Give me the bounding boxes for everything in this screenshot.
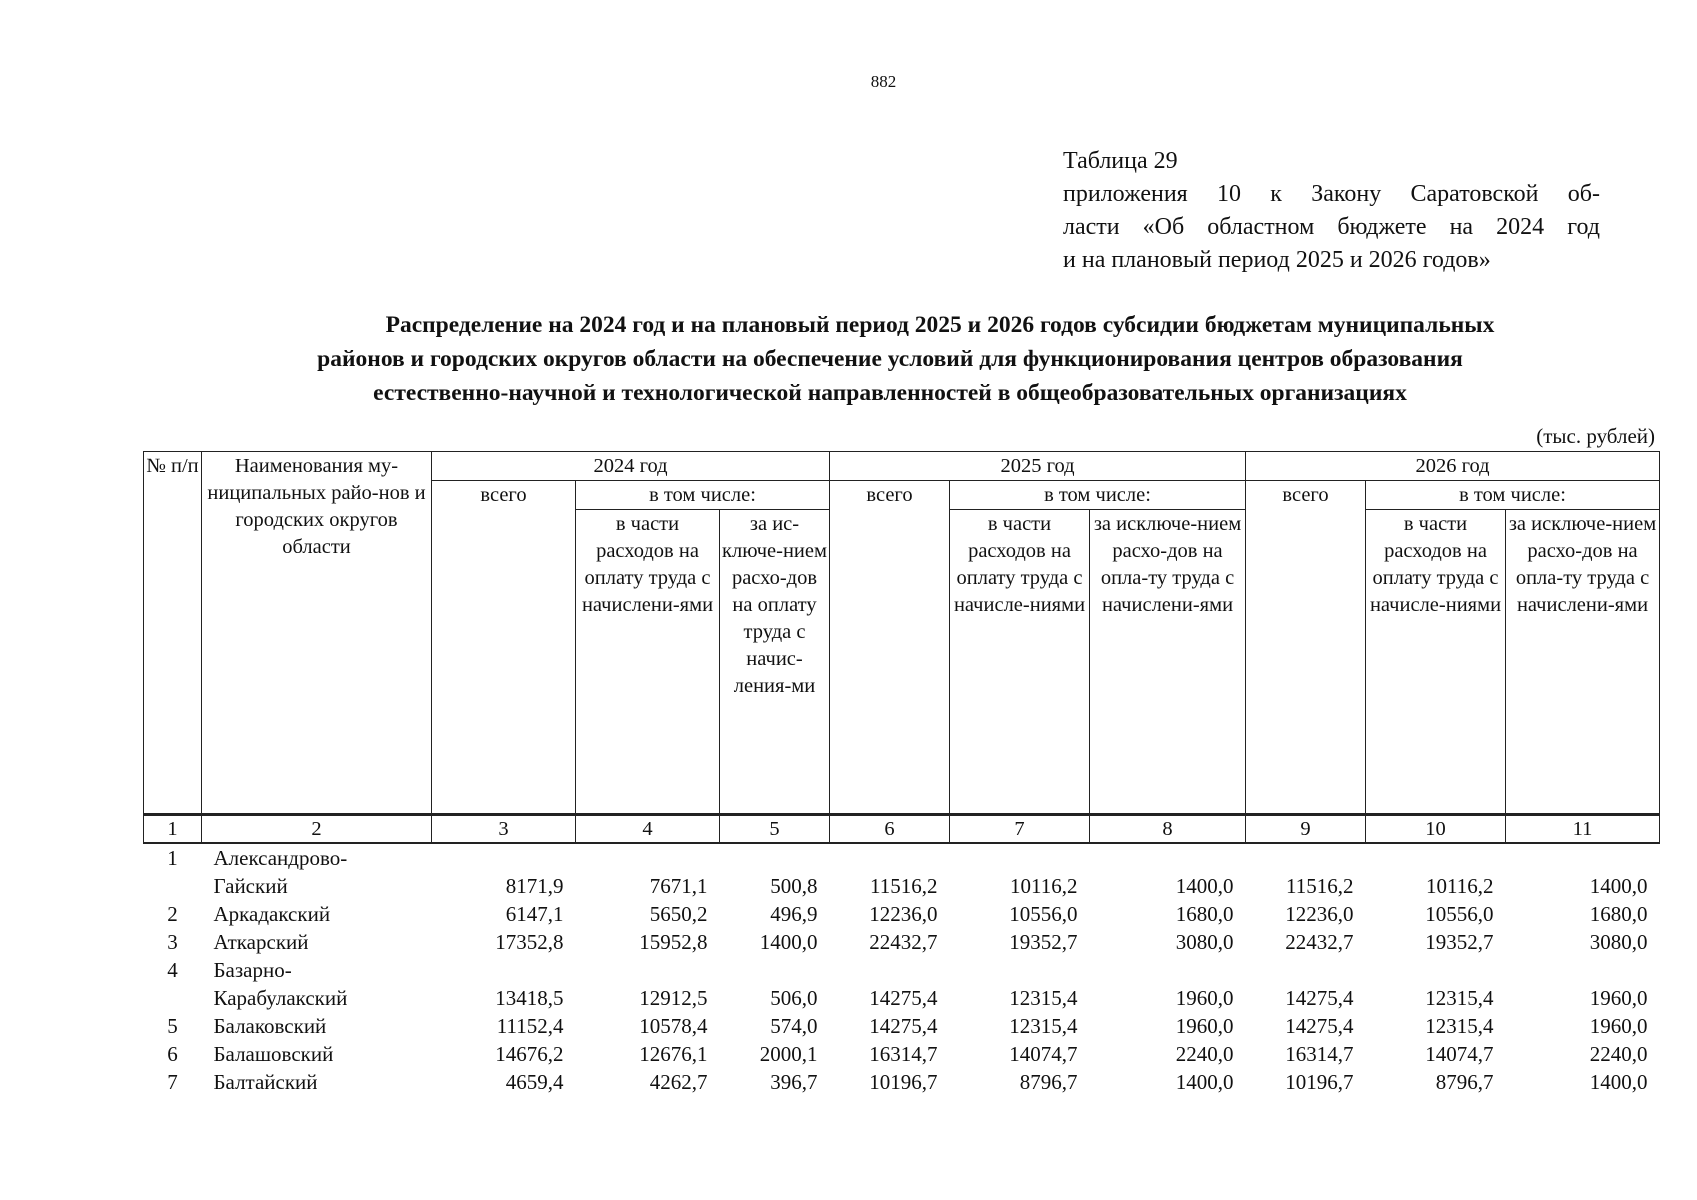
- value-cell: 1400,0: [1589, 1070, 1648, 1094]
- table-row: [144, 1040, 1660, 1068]
- value-cell: 14275,4: [869, 1014, 938, 1038]
- row-number: 7: [167, 1070, 178, 1094]
- row-number: 5: [167, 1014, 178, 1038]
- value-cell: 1400,0: [1589, 874, 1648, 898]
- value-cell: 2240,0: [1175, 1042, 1234, 1066]
- value-cell: 10116,2: [1426, 874, 1494, 898]
- value-cell: 11152,4: [496, 1014, 564, 1038]
- column-number: 11: [1506, 815, 1660, 844]
- header-excl-2024: за ис-ключе-нием расхо-дов на оплату труда с начис-ления-ми: [720, 510, 830, 815]
- value-cell: 10556,0: [1009, 902, 1078, 926]
- value-cell: 19352,7: [1425, 930, 1494, 954]
- row-number: 4: [167, 958, 178, 982]
- value-cell: 22432,7: [1285, 930, 1354, 954]
- table-ref-line: Таблица 29: [1063, 148, 1178, 174]
- value-cell: 496,9: [770, 902, 818, 926]
- header-including-2026: в том числе:: [1366, 481, 1660, 510]
- municipality-name: Балашовский: [213, 1042, 334, 1066]
- value-cell: 3080,0: [1175, 930, 1234, 954]
- header-total-2025: всего: [830, 481, 950, 815]
- table-ref-line: ласти «Об областном бюджете на 2024 год: [1063, 214, 1600, 240]
- value-cell: 10196,7: [1285, 1070, 1354, 1094]
- column-number: 2: [202, 815, 432, 844]
- table-row: [144, 843, 1660, 900]
- value-cell: 19352,7: [1009, 930, 1078, 954]
- value-cell: 17352,8: [495, 930, 564, 954]
- value-cell: 506,0: [770, 986, 818, 1010]
- value-cell: 2000,1: [759, 1042, 818, 1066]
- row-number: 3: [167, 930, 178, 954]
- value-cell: 4262,7: [649, 1070, 708, 1094]
- title-line: Распределение на 2024 год и на плановый период 2025 и 2026 годов субсидии бюджетам муниципальных: [385, 312, 1495, 338]
- header-labor-2024: в части расходов на оплату труда с начислени-ями: [576, 510, 720, 815]
- header-year-2026: 2026 год: [1246, 452, 1660, 481]
- table-body: [144, 843, 1660, 1096]
- value-cell: 1960,0: [1589, 986, 1648, 1010]
- header-including-2025: в том числе:: [950, 481, 1246, 510]
- row-number: 2: [167, 902, 178, 926]
- title-line: естественно-научной и технологической направленностей в общеобразовательных организациях: [373, 380, 1407, 406]
- municipality-name: Аркадакский: [213, 902, 331, 926]
- value-cell: 3080,0: [1589, 930, 1648, 954]
- value-cell: 10116,2: [1010, 874, 1078, 898]
- row-number: 6: [167, 1042, 178, 1066]
- value-cell: 1960,0: [1175, 1014, 1234, 1038]
- column-number: 4: [576, 815, 720, 844]
- value-cell: 12315,4: [1009, 1014, 1078, 1038]
- table-reference: [1063, 145, 1600, 277]
- value-cell: 500,8: [770, 874, 818, 898]
- value-cell: 22432,7: [869, 930, 938, 954]
- header-excl-2025: за исключе-нием расхо-дов на опла-ту труда с начислени-ями: [1090, 510, 1246, 815]
- table-row: [144, 956, 1660, 1012]
- header-total-2024: всего: [432, 481, 576, 815]
- subsidy-table: [143, 451, 1660, 1096]
- value-cell: 14275,4: [1285, 986, 1354, 1010]
- value-cell: 11516,2: [1286, 874, 1354, 898]
- column-number-row: [144, 815, 1660, 844]
- value-cell: 5650,2: [649, 902, 708, 926]
- value-cell: 12315,4: [1425, 1014, 1494, 1038]
- header-year-2025: 2025 год: [830, 452, 1246, 481]
- column-number: 8: [1090, 815, 1246, 844]
- value-cell: 574,0: [770, 1014, 818, 1038]
- column-number: 1: [144, 815, 202, 844]
- value-cell: 8796,7: [1435, 1070, 1494, 1094]
- header-name: Наименования му-ниципальных райо-нов и городских округов области: [202, 452, 432, 815]
- header-including-2024: в том числе:: [576, 481, 830, 510]
- value-cell: 14074,7: [1425, 1042, 1494, 1066]
- value-cell: 13418,5: [495, 986, 564, 1010]
- value-cell: 6147,1: [505, 902, 564, 926]
- municipality-name: Балаковский: [213, 1014, 327, 1038]
- value-cell: 1960,0: [1589, 1014, 1648, 1038]
- table-row: [144, 1068, 1660, 1096]
- page-number: 882: [870, 72, 897, 91]
- value-cell: 396,7: [770, 1070, 818, 1094]
- column-number: 10: [1366, 815, 1506, 844]
- value-cell: 16314,7: [869, 1042, 938, 1066]
- row-number: 1: [167, 846, 178, 870]
- value-cell: 12315,4: [1425, 986, 1494, 1010]
- municipality-name: Балтайский: [213, 1070, 318, 1094]
- value-cell: 10556,0: [1425, 902, 1494, 926]
- value-cell: 1680,0: [1175, 902, 1234, 926]
- title-line: районов и городских округов области на обеспечение условий для функционирования центров образования: [317, 346, 1463, 372]
- value-cell: 15952,8: [639, 930, 708, 954]
- table-row: [144, 1012, 1660, 1040]
- value-cell: 1400,0: [1175, 874, 1234, 898]
- header-total-2026: всего: [1246, 481, 1366, 815]
- value-cell: 12912,5: [639, 986, 708, 1010]
- column-number: 3: [432, 815, 576, 844]
- value-cell: 10578,4: [639, 1014, 708, 1038]
- units-label: (тыс. рублей): [1536, 424, 1655, 448]
- table-ref-line: и на плановый период 2025 и 2026 годов»: [1063, 247, 1491, 273]
- value-cell: 2240,0: [1589, 1042, 1648, 1066]
- header-year-2024: 2024 год: [432, 452, 830, 481]
- municipality-name: Александрово-Гайский: [213, 846, 348, 898]
- value-cell: 12676,1: [639, 1042, 708, 1066]
- table-row: [144, 900, 1660, 928]
- table-ref-line: приложения 10 к Закону Саратовской об-: [1063, 181, 1600, 207]
- value-cell: 10196,7: [869, 1070, 938, 1094]
- table-row: [144, 928, 1660, 956]
- value-cell: 14074,7: [1009, 1042, 1078, 1066]
- value-cell: 12236,0: [869, 902, 938, 926]
- value-cell: 4659,4: [505, 1070, 564, 1094]
- municipality-name: Базарно-Карабулакский: [213, 958, 348, 1010]
- column-number: 7: [950, 815, 1090, 844]
- header-num: № п/п: [144, 452, 202, 815]
- municipality-name: Аткарский: [213, 930, 309, 954]
- value-cell: 14676,2: [495, 1042, 564, 1066]
- value-cell: 11516,2: [870, 874, 938, 898]
- value-cell: 16314,7: [1285, 1042, 1354, 1066]
- column-number: 6: [830, 815, 950, 844]
- value-cell: 1960,0: [1175, 986, 1234, 1010]
- header-labor-2026: в части расходов на оплату труда с начисле-ниями: [1366, 510, 1506, 815]
- column-number: 5: [720, 815, 830, 844]
- column-number: 9: [1246, 815, 1366, 844]
- value-cell: 1680,0: [1589, 902, 1648, 926]
- header-labor-2025: в части расходов на оплату труда с начисле-ниями: [950, 510, 1090, 815]
- value-cell: 8171,9: [505, 874, 564, 898]
- value-cell: 14275,4: [1285, 1014, 1354, 1038]
- value-cell: 1400,0: [1175, 1070, 1234, 1094]
- value-cell: 8796,7: [1019, 1070, 1078, 1094]
- value-cell: 12236,0: [1285, 902, 1354, 926]
- value-cell: 14275,4: [869, 986, 938, 1010]
- header-excl-2026: за исключе-нием расхо-дов на опла-ту труда с начислени-ями: [1506, 510, 1660, 815]
- value-cell: 1400,0: [759, 930, 818, 954]
- value-cell: 7671,1: [649, 874, 708, 898]
- document-title: [150, 308, 1630, 410]
- value-cell: 12315,4: [1009, 986, 1078, 1010]
